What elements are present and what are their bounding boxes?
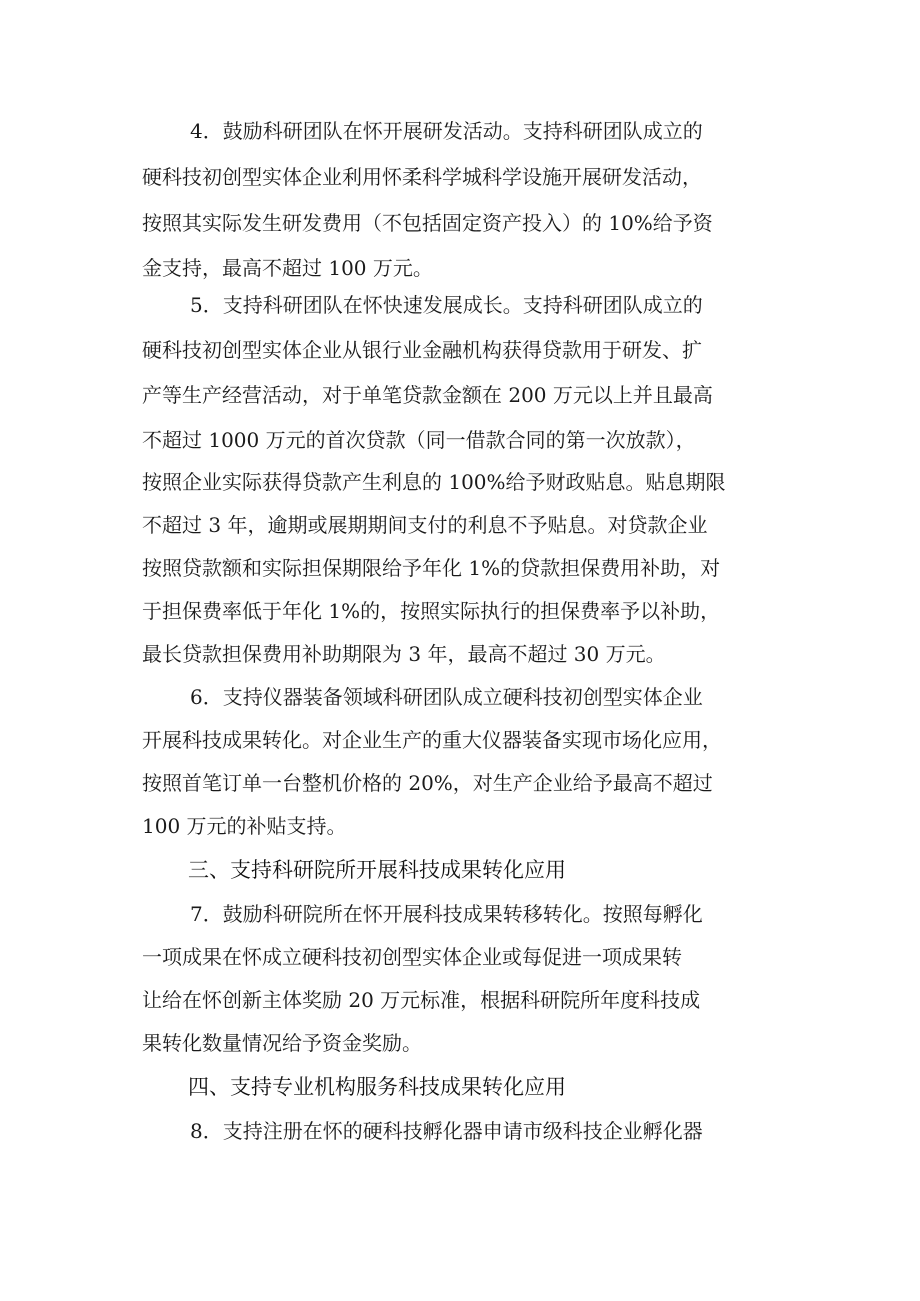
- paragraph-4-line-4: 金支持，最高不超过 100 万元。: [142, 256, 433, 280]
- paragraph-7-line-1: 7．鼓励科研院所在怀开展科技成果转移转化。按照每孵化: [190, 902, 703, 926]
- section-heading-3: 三、支持科研院所开展科技成果转化应用: [188, 858, 566, 882]
- paragraph-7-line-4: 果转化数量情况给予资金奖励。: [142, 1031, 422, 1055]
- paragraph-5-line-3: 产等生产经营活动，对于单笔贷款金额在 200 万元以上并且最高: [142, 383, 713, 407]
- paragraph-6-line-3: 按照首笔订单一台整机价格的 20%，对生产企业给予最高不超过: [142, 771, 713, 795]
- paragraph-7-line-3: 让给在怀创新主体奖励 20 万元标准，根据科研院所年度科技成: [142, 988, 701, 1012]
- paragraph-5-line-1: 5．支持科研团队在怀快速发展成长。支持科研团队成立的: [190, 293, 703, 317]
- paragraph-4-line-2: 硬科技初创型实体企业利用怀柔科学城科学设施开展研发活动，: [142, 165, 702, 189]
- paragraph-4-line-3: 按照其实际发生研发费用（不包括固定资产投入）的 10%给予资: [142, 211, 713, 235]
- paragraph-5-line-9: 最长贷款担保费用补助期限为 3 年，最高不超过 30 万元。: [142, 642, 666, 666]
- paragraph-5-line-5: 按照企业实际获得贷款产生利息的 100%给予财政贴息。贴息期限: [142, 470, 726, 494]
- section-heading-4: 四、支持专业机构服务科技成果转化应用: [188, 1075, 566, 1099]
- paragraph-6-line-4: 100 万元的补贴支持。: [142, 814, 347, 838]
- paragraph-4-line-1: 4．鼓励科研团队在怀开展研发活动。支持科研团队成立的: [190, 119, 703, 143]
- paragraph-5-line-8: 于担保费率低于年化 1%的，按照实际执行的担保费率予以补助，: [142, 599, 721, 623]
- paragraph-5-line-6: 不超过 3 年，逾期或展期期间支付的利息不予贴息。对贷款企业: [142, 513, 708, 537]
- paragraph-5-line-7: 按照贷款额和实际担保期限给予年化 1%的贷款担保费用补助，对: [142, 556, 721, 580]
- paragraph-8-line-1: 8．支持注册在怀的硬科技孵化器申请市级科技企业孵化器: [190, 1119, 703, 1143]
- paragraph-7-line-2: 一项成果在怀成立硬科技初创型实体企业或每促进一项成果转: [142, 945, 682, 969]
- paragraph-5-line-4: 不超过 1000 万元的首次贷款（同一借款合同的第一次放款），: [142, 428, 696, 452]
- paragraph-6-line-1: 6．支持仪器装备领域科研团队成立硬科技初创型实体企业: [190, 685, 703, 709]
- paragraph-5-line-2: 硬科技初创型实体企业从银行业金融机构获得贷款用于研发、扩: [142, 338, 702, 362]
- paragraph-6-line-2: 开展科技成果转化。对企业生产的重大仪器装备实现市场化应用，: [142, 728, 722, 752]
